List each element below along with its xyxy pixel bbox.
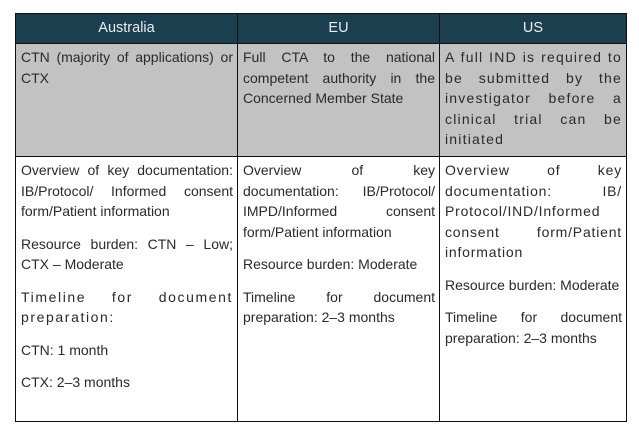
resource-burden: Resource burden: CTN – Low; CTX – Moderate (21, 235, 233, 272)
cell-eu-documentation (238, 157, 440, 422)
cell-text: Full CTA to the national competent authority in the Concerned Member State (243, 49, 435, 106)
documentation-overview: Overview of key documentation: IB/Protocol/ IMPD/Informed consent form/Patient information (243, 162, 435, 240)
timeline-label: Timeline for document preparation: (21, 288, 233, 325)
timeline: Timeline for document preparation: 2–3 months (445, 309, 622, 346)
documentation-overview: Overview of key documentation: IB/Protocol/ Informed consent form/Patient information (21, 162, 233, 219)
comparison-table (15, 13, 627, 422)
resource-burden: Resource burden: Moderate (445, 276, 620, 293)
cell-eu-application (238, 44, 440, 157)
header-australia: Australia (16, 14, 238, 44)
resource-burden: Resource burden: Moderate (243, 256, 418, 272)
timeline: Timeline for document preparation: 2–3 months (243, 288, 435, 325)
table-row-documentation (16, 157, 627, 422)
documentation-overview: Overview of key documentation: IB/ Protocol/IND/Informed consent form/Patient information (445, 162, 622, 260)
cell-us-documentation (440, 157, 627, 422)
cell-australia-documentation (16, 157, 238, 422)
cell-australia-application (16, 44, 238, 157)
header-row (16, 14, 627, 44)
header-eu: EU (238, 14, 440, 44)
cell-text: A full IND is required to be submitted by the investigator before a clinical trial can be initiated (445, 49, 622, 147)
header-us: US (440, 14, 627, 44)
table-row-application-type (16, 44, 627, 157)
cell-text: CTN (majority of applications) or CTX (21, 49, 233, 86)
cell-us-application (440, 44, 627, 157)
timeline-ctx: CTX: 2–3 months (21, 374, 130, 390)
timeline-ctn: CTN: 1 month (21, 341, 109, 358)
